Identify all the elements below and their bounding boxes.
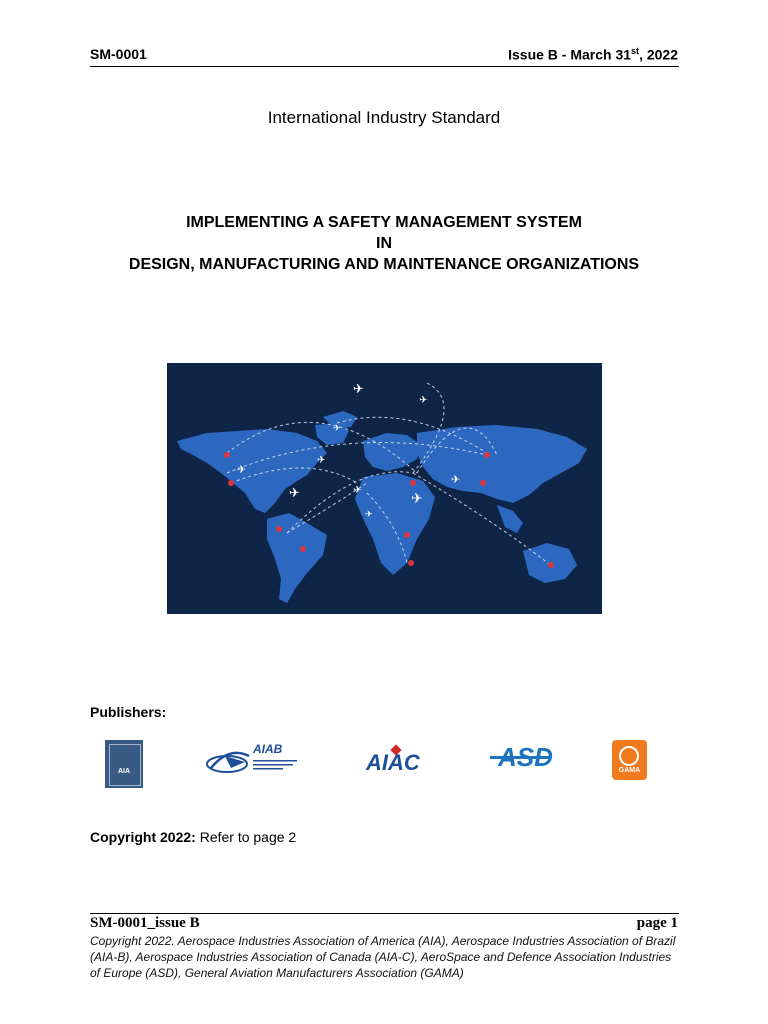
svg-text:✈: ✈ [289, 486, 300, 501]
svg-text:✈: ✈ [237, 463, 247, 476]
aia-logo [105, 740, 143, 788]
world-map-illustration [167, 363, 602, 614]
footer-page-number: page 1 [636, 915, 678, 931]
world-map-image [167, 363, 602, 614]
gama-logo [612, 740, 647, 780]
svg-text:✈: ✈ [317, 455, 326, 466]
footer-rule [90, 913, 679, 914]
title-line-3: DESIGN, MANUFACTURING AND MAINTENANCE ORGANIZATIONS [128, 256, 640, 273]
svg-text:✈: ✈ [333, 424, 341, 434]
svg-text:✈: ✈ [419, 395, 428, 406]
svg-text:✈: ✈ [353, 382, 364, 397]
document-title [0, 212, 768, 275]
publishers-label: Publishers: [90, 704, 167, 720]
asd-logo-text: ASD [498, 742, 553, 772]
gama-logo-text: GAMA [618, 767, 641, 774]
aia-logo-text: AIA [117, 768, 131, 775]
title-line-1: IMPLEMENTING A SAFETY MANAGEMENT SYSTEM [186, 214, 582, 231]
copyright-text: Refer to page 2 [195, 829, 297, 845]
svg-text:✈: ✈ [353, 485, 362, 496]
copyright-label: Copyright 2022: [90, 829, 196, 845]
standard-label: International Industry Standard [267, 108, 501, 127]
asd-logo [490, 742, 562, 776]
issue-suffix: , 2022 [639, 46, 678, 63]
header-issue-date [508, 46, 678, 63]
gama-emblem-icon [619, 746, 639, 766]
aiac-logo [366, 746, 436, 776]
header-doc-id: SM-0001 [90, 46, 147, 62]
svg-text:✈: ✈ [411, 491, 423, 507]
header-rule [90, 66, 679, 67]
svg-text:✈: ✈ [365, 510, 373, 520]
title-line-2: IN [376, 235, 392, 252]
footer-copyright-note: Copyright 2022. Aerospace Industries Association of America (AIA), Aerospace Industries Association of Brazil (AIA-B), Aerospace Industries Association of Canada (AIA-C), AeroSpace and Defence Association Industries of Europe (ASD), General Aviation Manufacturers Association (GAMA) [90, 934, 676, 980]
aiab-logo-text: AIAB [253, 742, 283, 756]
aiab-logo [205, 742, 305, 778]
copyright-line [90, 829, 296, 845]
svg-text:✈: ✈ [451, 473, 461, 486]
footer-doc-issue: SM-0001_issue B [90, 915, 200, 931]
issue-sup: st [631, 46, 640, 56]
issue-prefix: Issue B - March 31 [508, 46, 632, 63]
aiac-logo-text: AIAC [366, 750, 420, 775]
